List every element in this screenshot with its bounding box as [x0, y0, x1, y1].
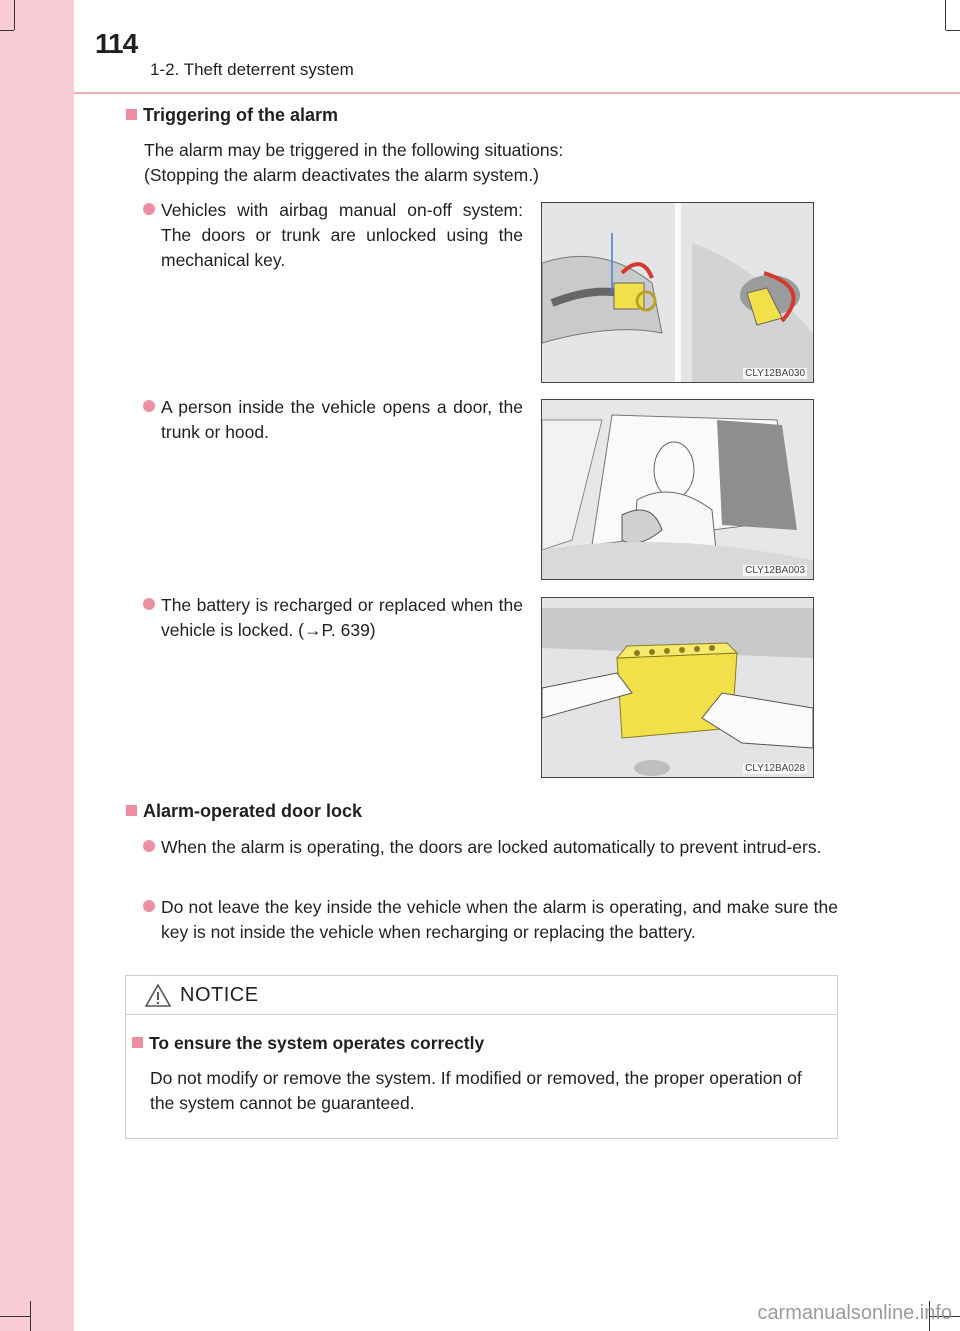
figure-battery — [541, 597, 814, 778]
notice-box — [125, 975, 838, 1139]
trigger-item-battery: The battery is recharged or replaced when the vehicle is locked. (→P. 639) — [161, 593, 523, 643]
notice-title: NOTICE — [180, 984, 259, 1006]
bullet-icon — [143, 900, 155, 912]
figure-mechanical-key — [541, 202, 814, 383]
notice-heading: To ensure the system operates correctly — [132, 1033, 484, 1054]
trigger-item-door: A person inside the vehicle opens a door, the trunk or hood. — [161, 395, 523, 445]
notice-header — [126, 976, 837, 1015]
door-lock-item: Do not leave the key inside the vehicle when the alarm is operating, and make sure the key is not inside the vehicle when recharging or replacing the battery. — [161, 895, 838, 945]
bullet-icon — [143, 203, 155, 215]
section-title: 1-2. Theft deterrent system — [150, 60, 354, 79]
figure-id: CLY12BA003 — [745, 565, 805, 576]
crop-mark — [946, 30, 960, 31]
figure-id: CLY12BA028 — [745, 763, 805, 774]
side-band — [0, 0, 74, 1331]
page-number: 114 — [95, 28, 138, 59]
square-bullet-icon — [126, 109, 137, 120]
bullet-icon — [143, 840, 155, 852]
header-rule — [74, 92, 960, 94]
trigger-item-key: Vehicles with airbag manual on-off system: The doors or trunk are unlocked using the mechanical key. — [161, 198, 523, 273]
bullet-icon — [143, 598, 155, 610]
figure-id: CLY12BA030 — [745, 368, 805, 379]
crop-mark — [0, 30, 14, 31]
door-lock-item: When the alarm is operating, the doors are locked automatically to prevent intrud-ers. — [161, 835, 838, 860]
crop-mark — [0, 1316, 30, 1317]
square-bullet-icon — [126, 805, 137, 816]
door-lock-heading: Alarm-operated door lock — [126, 801, 362, 822]
figure-person-inside — [541, 399, 814, 580]
bullet-icon — [143, 400, 155, 412]
crop-mark — [14, 0, 15, 30]
square-bullet-icon — [132, 1037, 143, 1048]
watermark: carmanualsonline.info — [757, 1302, 952, 1324]
triggering-intro: The alarm may be triggered in the following situations: (Stopping the alarm deactivates the alarm system.) — [144, 140, 564, 185]
triggering-heading: Triggering of the alarm — [126, 105, 338, 126]
crop-mark — [30, 1301, 31, 1331]
warning-icon — [144, 983, 172, 1008]
notice-body: Do not modify or remove the system. If modified or removed, the proper operation of the system cannot be guaranteed. — [150, 1068, 802, 1113]
crop-mark — [945, 0, 946, 30]
